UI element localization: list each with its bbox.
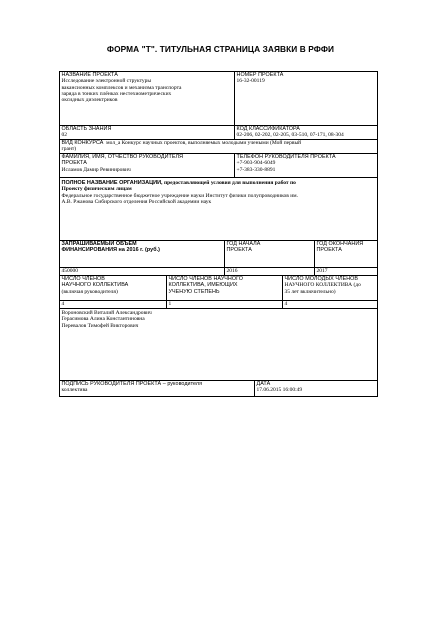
young-members-label-cont: НАУЧНОГО КОЛЛЕКТИВА (до xyxy=(284,282,361,289)
form-title: ФОРМА "Т". ТИТУЛЬНАЯ СТРАНИЦА ЗАЯВКИ В РФФИ xyxy=(106,44,335,54)
phone-label: ТЕЛЕФОН РУКОВОДИТЕЛЯ ПРОЕКТА xyxy=(236,154,336,160)
members-value: 4 xyxy=(61,301,65,307)
contest-value: мол_а Конкурс научных проектов, выполняемых молодыми учеными (Мой первый xyxy=(106,140,302,146)
degree-members-cell xyxy=(166,275,282,300)
start-year-value-cell xyxy=(224,267,314,275)
title-page-form xyxy=(59,71,378,397)
classifier-label: КОД КЛАССИФИКАТОРА xyxy=(236,126,300,132)
members-value-cell xyxy=(60,300,166,308)
end-year-value: 2017 xyxy=(316,268,328,274)
organization-name: Федеральное государственное бюджетное учреждение науки Институт физики полупроводников им. xyxy=(61,192,299,199)
young-members-value: 4 xyxy=(284,301,288,307)
project-number-label: НОМЕР ПРОЕКТА xyxy=(236,72,284,78)
organization-cell xyxy=(60,177,377,240)
date-value: 17.06.2015 16:00:49 xyxy=(256,387,303,394)
end-year-label: ГОД ОКОНЧАНИЯ xyxy=(316,241,364,247)
project-name-label: НАЗВАНИЕ ПРОЕКТА xyxy=(61,72,118,78)
people-cell xyxy=(60,308,377,380)
degree-members-value-cell xyxy=(166,300,282,308)
person-name: Вороновский Виталий Александрович xyxy=(61,310,152,316)
end-year-value-cell xyxy=(314,267,377,275)
degree-members-label: ЧИСЛО ЧЛЕНОВ НАУЧНОГО xyxy=(168,276,244,282)
project-name-cell xyxy=(60,72,234,125)
young-members-cell xyxy=(282,275,377,300)
project-name-line: вакансионных комплексов и механизма транспорта xyxy=(61,84,182,91)
contest-cell xyxy=(60,139,377,153)
leader-name: Исламов Дамир Ревинирович xyxy=(61,166,131,173)
organization-label-cont: Проекту физическим лицам xyxy=(61,186,132,193)
leader-cell xyxy=(60,153,234,177)
young-members-label: ЧИСЛО МОЛОДЫХ ЧЛЕНОВ xyxy=(284,276,359,282)
project-number-value: 16-32-00119 xyxy=(236,78,265,85)
degree-members-label-cont: КОЛЛЕКТИВА, ИМЕЮЩИХ xyxy=(168,282,238,289)
date-label: ДАТА xyxy=(256,381,271,387)
degree-members-value: 1 xyxy=(168,301,172,307)
person-name: Герасимова Алина Константиновна xyxy=(61,316,145,323)
project-number-cell xyxy=(234,72,377,125)
contest-label: ВИД КОНКУРСА xyxy=(61,140,104,146)
start-year-label: ГОД НАЧАЛА xyxy=(226,241,261,247)
classifier-value: 02-206, 02-202, 02-205, 03-510, 07-171, 08-304 xyxy=(236,132,344,139)
members-label: ЧИСЛО ЧЛЕНОВ xyxy=(61,276,105,282)
phone-cell xyxy=(234,153,377,177)
funding-cell xyxy=(60,240,224,267)
contest-value-cont: грант) xyxy=(61,146,77,153)
signature-label-cont: коллектива xyxy=(61,387,88,394)
start-year-value: 2016 xyxy=(226,268,238,274)
start-year-label-cont: ПРОЕКТА xyxy=(226,247,252,254)
signature-cell xyxy=(60,380,254,396)
members-cell xyxy=(60,275,166,300)
funding-value: 450000 xyxy=(61,268,78,274)
knowledge-area-label: ОБЛАСТЬ ЗНАНИЯ xyxy=(61,126,112,132)
funding-label: ЗАПРАШИВАЕМЫЙ ОБЪЕМ xyxy=(61,241,137,247)
young-members-label-note: 35 лет включительно) xyxy=(284,288,336,295)
signature-label: ПОДПИСЬ РУКОВОДИТЕЛЯ ПРОЕКТА – руководителя xyxy=(61,381,203,387)
organization-label-bold: ПОЛНОЕ НАЗВАНИЕ ОРГАНИЗАЦИИ, xyxy=(61,180,163,186)
project-name-line: заряда в тонких плёнках нестехиометрических xyxy=(61,90,172,97)
date-cell xyxy=(254,380,377,396)
funding-label-cont: ФИНАНСИРОВАНИЯ на 2016 г. (руб.) xyxy=(61,247,160,254)
project-name-line: Исследование электронной структуры xyxy=(61,78,152,85)
end-year-cell xyxy=(314,240,377,267)
phone-value: +7-903-904-6049 xyxy=(236,160,276,167)
degree-members-label-note: УЧЕНУЮ СТЕПЕНЬ xyxy=(168,288,220,295)
knowledge-area-cell xyxy=(60,125,234,139)
knowledge-area-value: 02 xyxy=(61,132,67,139)
members-label-note: (включая руководителя) xyxy=(61,288,118,295)
organization-label-rest: предоставляющей условия для выполнения работ по xyxy=(162,180,296,186)
leader-label: ФАМИЛИЯ, ИМЯ, ОТЧЕСТВО РУКОВОДИТЕЛЯ xyxy=(61,154,184,160)
phone-value: +7-383-330-8891 xyxy=(236,166,276,173)
person-name: Перевалов Тимофей Викторович xyxy=(61,322,139,329)
start-year-cell xyxy=(224,240,314,267)
end-year-label-cont: ПРОЕКТА xyxy=(316,247,342,254)
young-members-value-cell xyxy=(282,300,377,308)
organization-name: А.В. Ржанова Сибирского отделения Российской академии наук xyxy=(61,198,212,205)
classifier-cell xyxy=(234,125,377,139)
project-name-line: оксидных диэлектриков xyxy=(61,97,118,104)
leader-label-cont: ПРОЕКТА xyxy=(61,160,87,167)
members-label-cont: НАУЧНОГО КОЛЛЕКТИВА xyxy=(61,282,129,289)
funding-value-cell xyxy=(60,267,224,275)
